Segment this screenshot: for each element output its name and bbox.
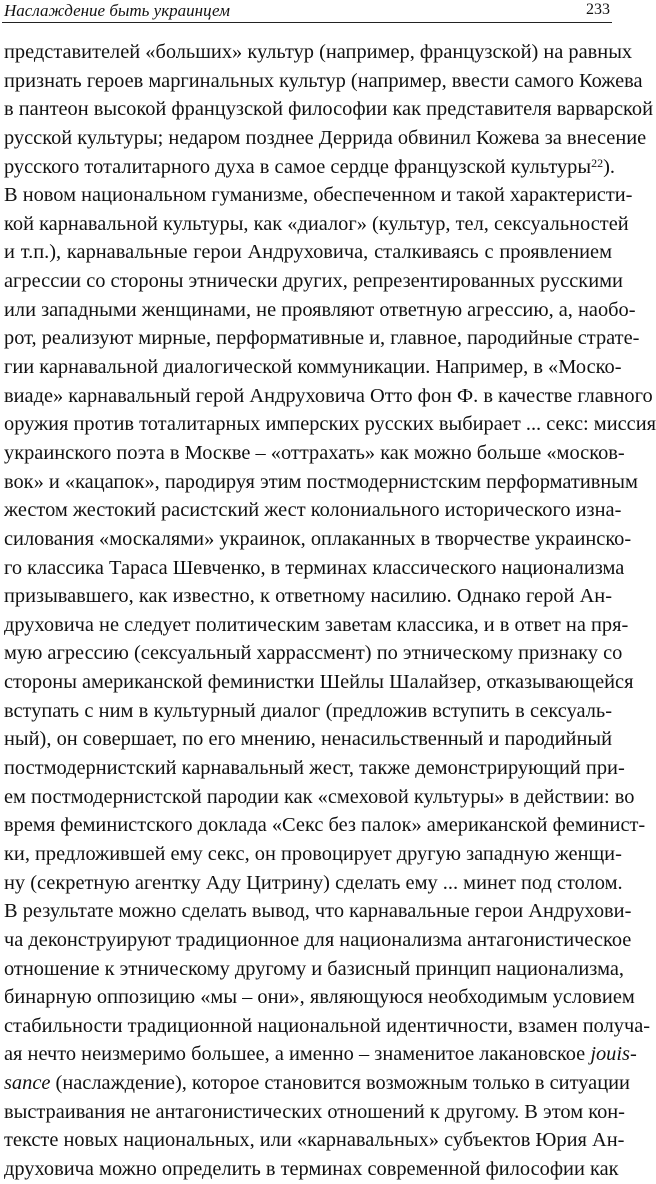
text-line: рот, реализуют мирные, перформативные и, главное, пародийные страте- [4, 327, 640, 350]
text-line: в пантеон высокой французской философии как представителя варварской [4, 98, 654, 121]
text-line: тексте новых национальных, или «карнавальных» субъектов Юрия Ан- [4, 1129, 625, 1152]
text-line: ки, предложившей ему секс, он провоцирует другую западную женщи- [4, 842, 622, 865]
text-line: силования «москалями» украинок, оплаканных в творчестве украинско- [4, 527, 632, 550]
italic-term-continuation: sance [4, 1072, 51, 1095]
text-line: гии карнавальной диалогической коммуникации. Например, в «Моско- [4, 356, 622, 379]
text-line: украинского поэта в Москве – «оттрахать» как можно больше «москов- [4, 441, 625, 464]
text-line-segment: ). [603, 155, 615, 178]
text-line: виаде» карнавальный герой Андруховича Отто фон Ф. в качестве главного [4, 384, 653, 407]
text-line: стабильности традиционной национальной идентичности, взамен получа- [4, 1014, 651, 1037]
text-line: го классика Тараса Шевченко, в терминах классического национализма [4, 556, 625, 579]
text-line-with-footnote [4, 153, 615, 182]
body-text [4, 38, 656, 1184]
text-line: В новом национальном гуманизме, обеспеченном и такой характеристи- [4, 184, 633, 207]
text-line: ный), он совершает, по его мнению, ненасильственный и пародийный [4, 728, 612, 751]
text-line: признать героев маргинальных культур (например, ввести самого Кожева [4, 69, 643, 92]
text-line: ну (секретную агентку Аду Цитрину) сделать ему ... минет под столом. [4, 871, 623, 894]
text-line: вок» и «кацапок», пародируя этим постмодернистским перформативным [4, 470, 638, 493]
text-line: постмодернистский карнавальный жест, также демонстрирующий при- [4, 757, 625, 780]
running-header [2, 0, 612, 23]
running-title: Наслаждение быть украинцем [4, 1, 230, 20]
text-line: друховича можно определить в терминах современной философии как [4, 1157, 619, 1180]
text-line: бинарную оппозицию «мы – они», являющуюся необходимым условием [4, 986, 635, 1009]
text-line: мую агрессию (сексуальный харрассмент) по этническому признаку со [4, 642, 623, 665]
page-number: 233 [586, 1, 610, 18]
text-line: ча деконструируют традиционное для национализма антагонистическое [4, 928, 632, 951]
text-line-segment: русского тоталитарного духа в самое сердце французской культуры [4, 155, 592, 178]
text-line: время феминистского доклада «Секс без палок» американской феминист- [4, 814, 646, 837]
text-line: призывавшего, как известно, к ответному насилию. Однако герой Ан- [4, 585, 612, 608]
text-line: отношение к этническому другому и базисный принцип национализма, [4, 957, 624, 980]
text-line: жестом жестокий расистский жест колониального исторического изна- [4, 499, 622, 522]
text-line: вступать с ним в культурный диалог (предложив вступить в сексуаль- [4, 699, 612, 722]
text-line-with-italic [4, 1040, 637, 1069]
text-line: агрессии со стороны этнически других, репрезентированных русскими [4, 270, 623, 293]
text-line: русской культуры; недаром позднее Деррида обвинил Кожева за внесение [4, 126, 647, 149]
text-line: оружия против тоталитарных имперских русских выбирает ... секс: миссия [4, 413, 656, 436]
text-line: представителей «больших» культур (например, французской) на равных [4, 41, 633, 63]
text-line: В результате можно сделать вывод, что карнавальные герои Андрухови- [4, 900, 632, 923]
italic-term: jouis- [590, 1043, 637, 1066]
text-line: sance (наслаждение), которое становится возможным только в ситуации [4, 1072, 630, 1095]
text-line: и т.п.), карнавальные герои Андруховича, сталкиваясь с проявлением [4, 241, 612, 264]
text-line: стороны американской феминистки Шейлы Шалайзер, отказывающейся [4, 671, 634, 694]
text-line: выстраивания не антагонистических отношений к другому. В этом кон- [4, 1100, 625, 1123]
text-line: или западными женщинами, не проявляют ответную агрессию, а, наобо- [4, 298, 636, 321]
text-line: кой карнавальной культуры, как «диалог» (культур, тел, сексуальностей [4, 212, 629, 235]
footnote-reference: 22 [591, 155, 604, 170]
text-line: друховича не следует политическим заветам классика, и в ответ на пря- [4, 613, 629, 636]
text-line: ем постмодернистской пародии как «смеховой культуры» в действии: во [4, 785, 635, 808]
text-line-segment: ая нечто неизмеримо большее, а именно – знаменитое лакановское [4, 1043, 586, 1066]
